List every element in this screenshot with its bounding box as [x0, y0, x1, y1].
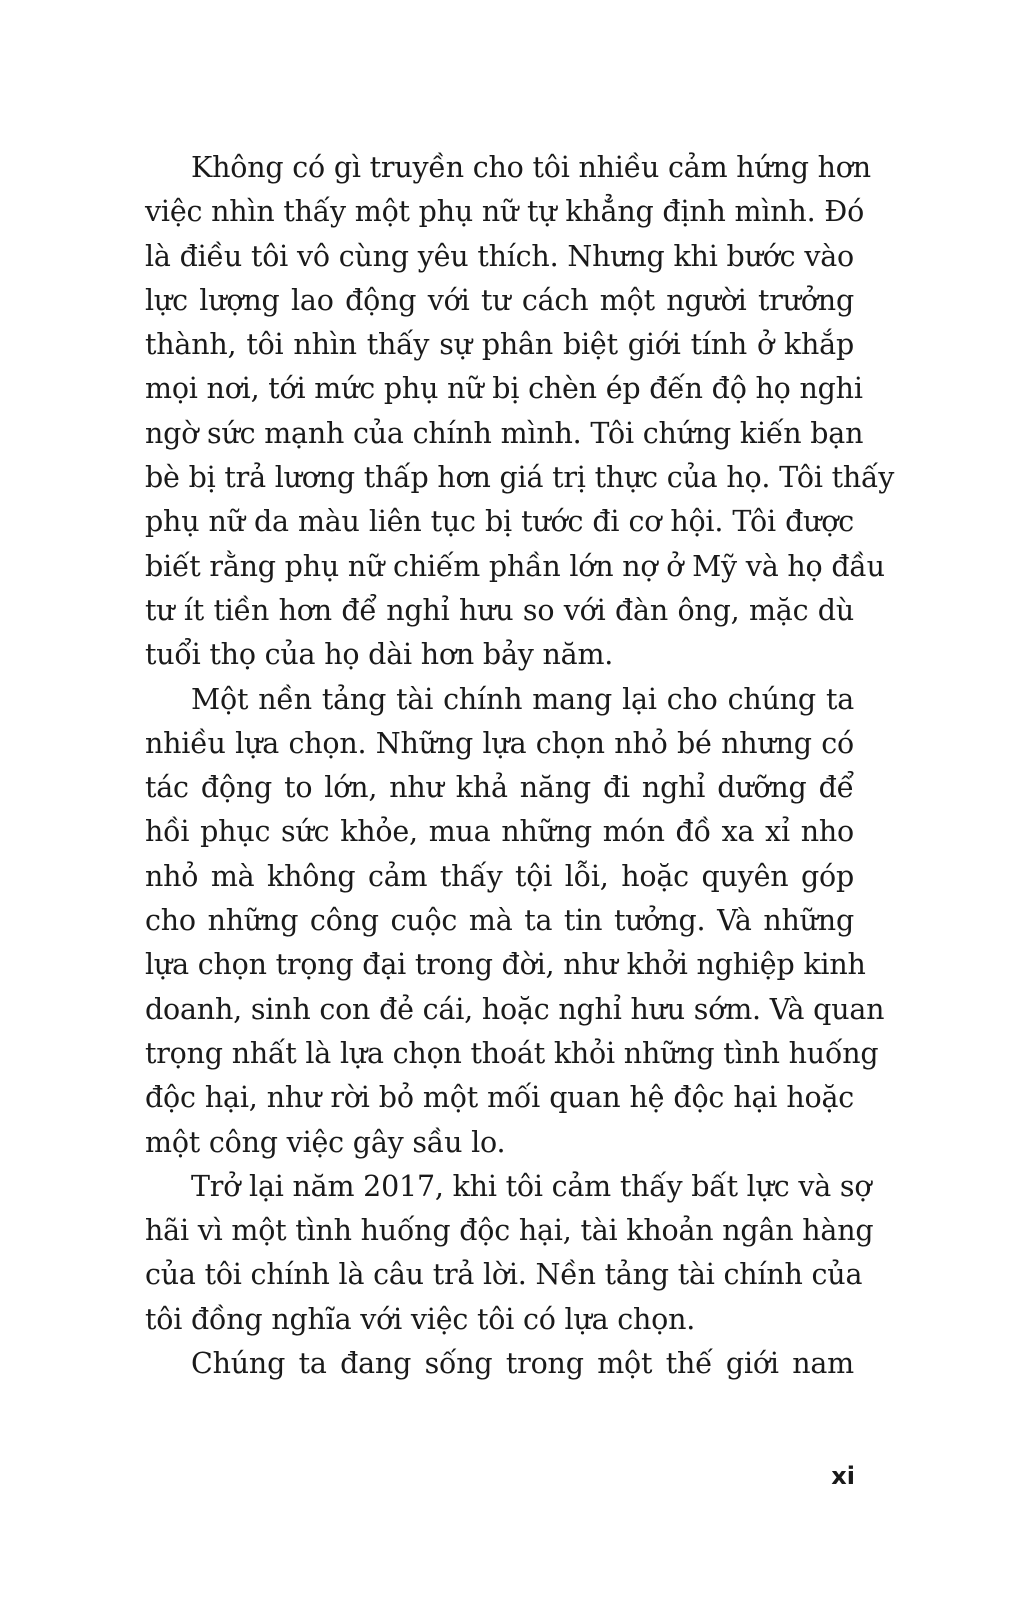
paragraph-2-line-5: nhỏ mà không cảm thấy tội lỗi, hoặc quyên góp	[145, 859, 854, 893]
paragraph-1-line-1: Không có gì truyền cho tôi nhiều cảm hứng hơn	[191, 151, 871, 184]
paragraph-1-line-5: thành, tôi nhìn thấy sự phân biệt giới tính ở khắp	[145, 328, 854, 362]
paragraph-1-line-2: việc nhìn thấy một phụ nữ tự khẳng định mình. Đó	[145, 195, 865, 229]
paragraph-1-line-8: bè bị trả lương thấp hơn giá trị thực của họ. Tôi thấy	[145, 461, 895, 495]
paragraph-2-line-3: tác động to lớn, như khả năng đi nghỉ dưỡng để	[145, 771, 854, 805]
paragraph-1-line-11: tư ít tiền hơn để nghỉ hưu so với đàn ông, mặc dù	[145, 593, 854, 627]
paragraph-2-line-11: một công việc gây sầu lo.	[145, 1125, 506, 1159]
paragraph-1-line-6: mọi nơi, tới mức phụ nữ bị chèn ép đến độ họ nghi	[145, 372, 863, 406]
page-number: xi	[831, 1462, 855, 1490]
paragraph-2-line-7: lựa chọn trọng đại trong đời, như khởi nghiệp kinh	[145, 948, 866, 982]
paragraph-2-line-4: hồi phục sức khỏe, mua những món đồ xa xỉ nho	[145, 815, 854, 849]
paragraph-1-line-7: ngờ sức mạnh của chính mình. Tôi chứng kiến bạn	[145, 416, 864, 450]
paragraph-2-line-6: cho những công cuộc mà ta tin tưởng. Và những	[145, 904, 854, 938]
paragraph-1-line-12: tuổi thọ của họ dài hơn bảy năm.	[145, 638, 614, 672]
paragraph-4-line-1: Chúng ta đang sống trong một thế giới nam	[191, 1347, 854, 1381]
paragraph-3-line-3: của tôi chính là câu trả lời. Nền tảng tài chính của	[145, 1258, 863, 1292]
paragraph-2-line-9: trọng nhất là lựa chọn thoát khỏi những tình huống	[145, 1036, 879, 1070]
paragraph-3-line-1: Trở lại năm 2017, khi tôi cảm thấy bất lực và sợ	[191, 1169, 872, 1203]
paragraph-1-line-9: phụ nữ da màu liên tục bị tước đi cơ hội. Tôi được	[145, 505, 854, 539]
paragraph-2-line-1: Một nền tảng tài chính mang lại cho chúng ta	[191, 682, 854, 716]
paragraph-1-line-3: là điều tôi vô cùng yêu thích. Nhưng khi bước vào	[145, 239, 854, 273]
body-text	[145, 146, 895, 1386]
paragraph-2-line-2: nhiều lựa chọn. Những lựa chọn nhỏ bé nhưng có	[145, 726, 854, 760]
paragraph-2-line-8: doanh, sinh con đẻ cái, hoặc nghỉ hưu sớm. Và quan	[145, 992, 885, 1026]
paragraph-2-line-10: độc hại, như rời bỏ một mối quan hệ độc hại hoặc	[145, 1081, 854, 1115]
paragraph-1-line-10: biết rằng phụ nữ chiếm phần lớn nợ ở Mỹ và họ đầu	[145, 549, 885, 583]
paragraph-1-line-4: lực lượng lao động với tư cách một người trưởng	[145, 283, 854, 317]
paragraph-3-line-4: tôi đồng nghĩa với việc tôi có lựa chọn.	[145, 1302, 696, 1336]
paragraph-3-line-2: hãi vì một tình huống độc hại, tài khoản ngân hàng	[145, 1214, 874, 1248]
